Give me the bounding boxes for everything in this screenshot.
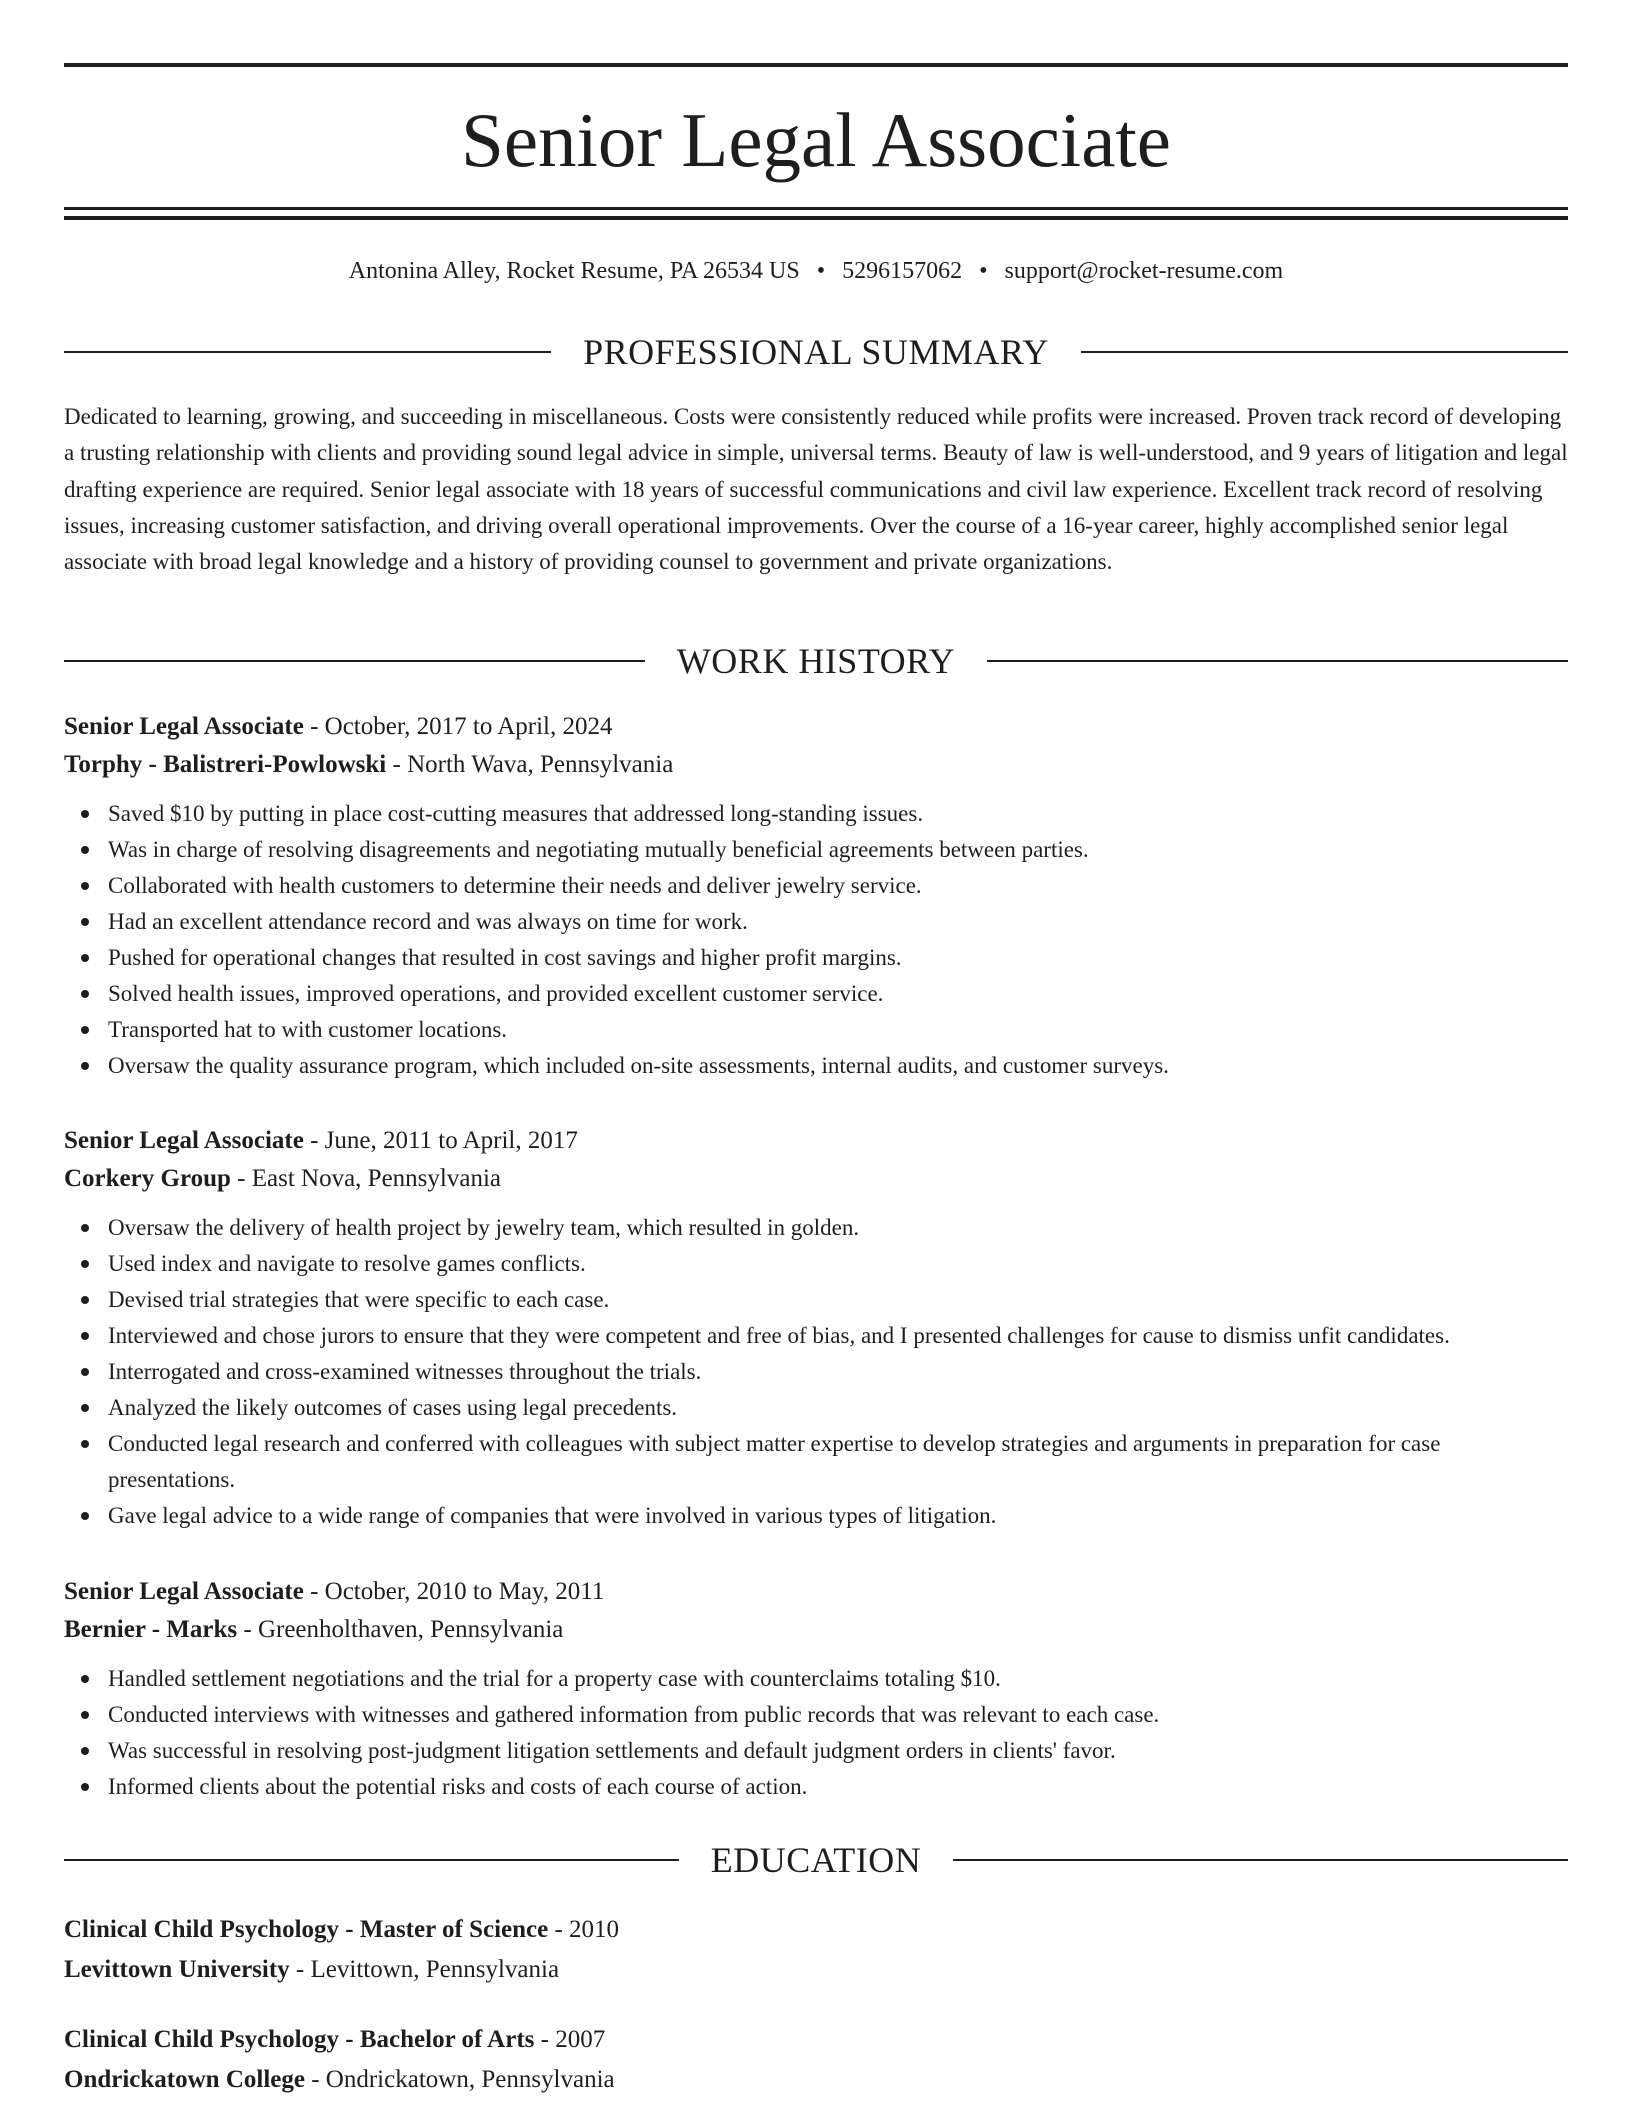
title-rule-upper bbox=[64, 207, 1568, 210]
job-title: Senior Legal Associate bbox=[64, 1127, 304, 1154]
job-bullet: Used index and navigate to resolve games conflicts. bbox=[64, 1246, 1568, 1282]
job-location: Greenholthaven, Pennsylvania bbox=[257, 1616, 564, 1643]
job-title: Senior Legal Associate bbox=[64, 1578, 304, 1605]
section-title: WORK HISTORY bbox=[676, 641, 956, 681]
education-degree: Clinical Child Psychology - Bachelor of Arts bbox=[64, 2026, 535, 2053]
divider bbox=[1081, 351, 1568, 353]
job-bullet: Analyzed the likely outcomes of cases using legal precedents. bbox=[64, 1390, 1568, 1426]
job-bullets bbox=[64, 796, 1568, 1084]
education-entry bbox=[64, 2020, 1568, 2100]
job-bullet: Saved $10 by putting in place cost-cutting measures that addressed long-standing issues. bbox=[64, 796, 1568, 832]
job-title-line: Senior Legal Associate - June, 2011 to April, 2017 bbox=[64, 1127, 578, 1154]
job-bullet: Handled settlement negotiations and the trial for a property case with counterclaims totaling $10. bbox=[64, 1661, 1568, 1697]
job-bullet: Conducted interviews with witnesses and gathered information from public records that was relevant to each case. bbox=[64, 1697, 1568, 1733]
contact-separator: • bbox=[979, 258, 988, 284]
job-bullet: Interviewed and chose jurors to ensure that they were competent and free of bias, and I presented challenges for cause to dismiss unfit candidates. bbox=[64, 1318, 1568, 1354]
contact-phone: 5296157062 bbox=[842, 258, 963, 284]
job-bullet: Had an excellent attendance record and was always on time for work. bbox=[64, 904, 1568, 940]
job-bullet: Oversaw the quality assurance program, which included on-site assessments, internal audits, and customer surveys. bbox=[64, 1048, 1568, 1084]
job-entry bbox=[64, 1122, 1568, 1534]
education-school-line: Levittown University - Levittown, Pennsylvania bbox=[64, 1956, 560, 1983]
job-bullet: Oversaw the delivery of health project by jewelry team, which resulted in golden. bbox=[64, 1210, 1568, 1246]
job-title-line: Senior Legal Associate - October, 2017 to April, 2024 bbox=[64, 713, 613, 740]
job-bullets bbox=[64, 1661, 1568, 1805]
divider bbox=[64, 1859, 679, 1861]
job-entry bbox=[64, 708, 1568, 1084]
divider bbox=[987, 660, 1568, 662]
education-degree-line: Clinical Child Psychology - Master of Science - 2010 bbox=[64, 1916, 620, 1943]
education-degree-line: Clinical Child Psychology - Bachelor of Arts - 2007 bbox=[64, 2026, 606, 2053]
top-rule bbox=[64, 63, 1568, 67]
section-title: EDUCATION bbox=[710, 1840, 922, 1880]
job-bullet: Conducted legal research and conferred with colleagues with subject matter expertise to develop strategies and arguments in preparation for case presentations. bbox=[64, 1426, 1568, 1498]
job-bullet: Devised trial strategies that were specific to each case. bbox=[64, 1282, 1568, 1318]
job-title: Senior Legal Associate bbox=[64, 713, 304, 740]
job-company: Corkery Group bbox=[64, 1165, 231, 1192]
education-year: 2010 bbox=[569, 1916, 620, 1943]
job-bullet: Was in charge of resolving disagreements and negotiating mutually beneficial agreements between parties. bbox=[64, 832, 1568, 868]
job-bullet: Gave legal advice to a wide range of companies that were involved in various types of litigation. bbox=[64, 1498, 1568, 1534]
contact-email: support@rocket-resume.com bbox=[1004, 258, 1284, 284]
summary-text: Dedicated to learning, growing, and succeeding in miscellaneous. Costs were consistently reduced while profits were increased. Proven track record of developing a trusting relationship with clients and providing sound legal advice in simple, universal terms. Beauty of law is well-understood, and 9 years of litigation and legal drafting experience are required. Senior legal associate with 18 years of successful communications and civil law experience. Excellent track record of resolving issues, increasing customer satisfaction, and driving overall operational improvements. Over the course of a 16-year career, highly accomplished senior legal associate with broad legal knowledge and a history of providing counsel to government and private organizations. bbox=[64, 404, 1568, 575]
section-heading-summary bbox=[64, 330, 1568, 374]
job-location: East Nova, Pennsylvania bbox=[251, 1165, 501, 1192]
job-bullet: Transported hat to with customer locations. bbox=[64, 1012, 1568, 1048]
job-bullets bbox=[64, 1210, 1568, 1534]
job-dates: October, 2017 to April, 2024 bbox=[324, 713, 613, 740]
education-year: 2007 bbox=[555, 2026, 606, 2053]
job-bullet: Pushed for operational changes that resulted in cost savings and higher profit margins. bbox=[64, 940, 1568, 976]
education-school: Levittown University bbox=[64, 1956, 290, 1983]
title-rule-lower bbox=[64, 216, 1568, 220]
education-degree: Clinical Child Psychology - Master of Science bbox=[64, 1916, 549, 1943]
divider bbox=[64, 351, 551, 353]
education-entry bbox=[64, 1910, 1568, 1990]
contact-address: Antonina Alley, Rocket Resume, PA 26534 US bbox=[348, 258, 800, 284]
page-title: Senior Legal Associate bbox=[461, 97, 1171, 183]
job-company-line: Torphy - Balistreri-Powlowski - North Wava, Pennsylvania bbox=[64, 751, 674, 778]
job-bullet: Was successful in resolving post-judgment litigation settlements and default judgment orders in clients' favor. bbox=[64, 1733, 1568, 1769]
job-company-line: Corkery Group - East Nova, Pennsylvania bbox=[64, 1165, 501, 1192]
section-heading-work bbox=[64, 639, 1568, 683]
contact-separator: • bbox=[816, 258, 826, 284]
job-dates: October, 2010 to May, 2011 bbox=[324, 1578, 605, 1605]
job-company-line: Bernier - Marks - Greenholthaven, Pennsylvania bbox=[64, 1616, 564, 1643]
divider bbox=[953, 1859, 1568, 1861]
section-heading-education bbox=[64, 1838, 1568, 1882]
job-company: Bernier - Marks bbox=[64, 1616, 238, 1643]
section-title: PROFESSIONAL SUMMARY bbox=[583, 332, 1049, 372]
job-bullet: Interrogated and cross-examined witnesses throughout the trials. bbox=[64, 1354, 1568, 1390]
job-bullet: Solved health issues, improved operations, and provided excellent customer service. bbox=[64, 976, 1568, 1012]
education-location: Levittown, Pennsylvania bbox=[310, 1956, 560, 1983]
job-dates: June, 2011 to April, 2017 bbox=[324, 1127, 578, 1154]
education-school: Ondrickatown College bbox=[64, 2066, 305, 2093]
education-location: Ondrickatown, Pennsylvania bbox=[325, 2066, 615, 2093]
job-company: Torphy - Balistreri-Powlowski bbox=[64, 751, 387, 778]
contact-line bbox=[64, 254, 1568, 288]
job-title-line: Senior Legal Associate - October, 2010 to May, 2011 bbox=[64, 1578, 605, 1605]
education-school-line: Ondrickatown College - Ondrickatown, Pennsylvania bbox=[64, 2066, 615, 2093]
job-bullet: Informed clients about the potential risks and costs of each course of action. bbox=[64, 1769, 1568, 1805]
job-bullet: Collaborated with health customers to determine their needs and deliver jewelry service. bbox=[64, 868, 1568, 904]
job-location: North Wava, Pennsylvania bbox=[407, 751, 674, 778]
divider bbox=[64, 660, 645, 662]
job-entry bbox=[64, 1573, 1568, 1805]
